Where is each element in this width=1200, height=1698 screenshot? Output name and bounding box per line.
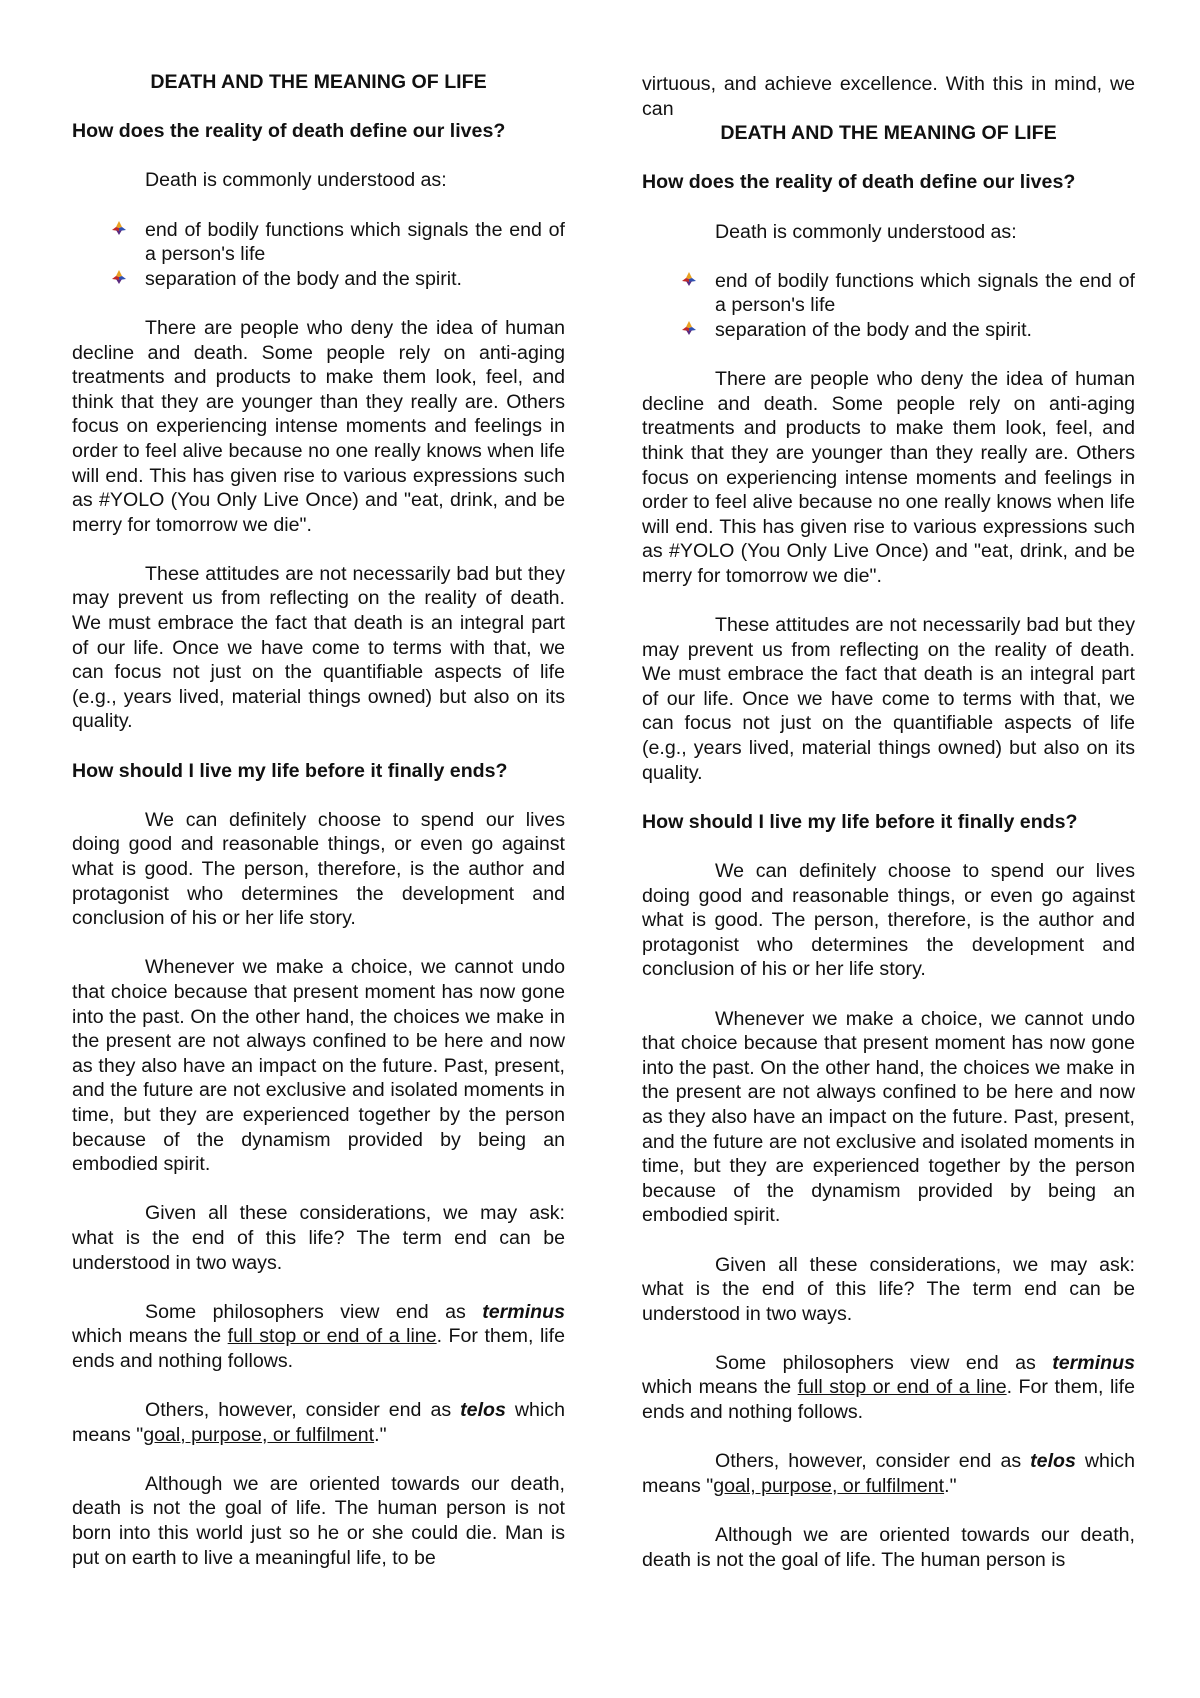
- list-item-text: end of bodily functions which signals the end of a person's life: [145, 218, 565, 266]
- text-run: which means ": [642, 1450, 1135, 1497]
- text-run: . For them, life ends and nothing follows.: [72, 1325, 565, 1372]
- text-run: .": [944, 1474, 957, 1497]
- section-question-death: How does the reality of death define our lives?: [642, 171, 1076, 194]
- term-telos: telos: [1030, 1450, 1076, 1473]
- list-item-text: separation of the body and the spirit.: [715, 318, 1032, 341]
- section-question-live: How should I live my life before it finally ends?: [72, 759, 508, 782]
- paragraph-oriented: Although we are oriented towards our death, death is not the goal of life. The human person is: [642, 1524, 1135, 1571]
- text-run: which means the: [642, 1376, 798, 1399]
- document-title: DEATH AND THE MEANING OF LIFE: [150, 71, 487, 93]
- underlined-phrase: full stop or end of a line: [797, 1376, 1007, 1399]
- list-item: [72, 267, 565, 292]
- text-run: Some philosophers view end as: [715, 1351, 1053, 1374]
- term-terminus: terminus: [482, 1300, 565, 1323]
- text-run: Some philosophers view end as: [145, 1300, 483, 1323]
- diamond-arrow-bullet-icon: [680, 321, 698, 335]
- text-run: Others, however, consider end as: [715, 1450, 1031, 1473]
- diamond-arrow-bullet-icon: [680, 272, 698, 286]
- paragraph-choose: We can definitely choose to spend our lives doing good and reasonable things, or even go against what is good. The person, therefore, is the author and protagonist who determines the development and conclusion of his or her life story.: [72, 808, 565, 930]
- paragraph-telos: [72, 1398, 565, 1447]
- list-item: [72, 218, 565, 267]
- paragraph-deny-death: There are people who deny the idea of human decline and death. Some people rely on anti-aging treatments and products to make them look, feel, and think that they are younger than they really are. Others focus on experiencing intense moments and feelings in order to feel alive because no one really knows when life will end. This has given rise to various expressions such as #YOLO (You Only Live Once) and "eat, drink, and be merry for tomorrow we die".: [72, 316, 565, 536]
- paragraph-terminus: [642, 1351, 1135, 1425]
- list-item-text: separation of the body and the spirit.: [145, 267, 462, 290]
- list-item: [642, 318, 1135, 343]
- section-question-live: How should I live my life before it finally ends?: [642, 810, 1078, 833]
- text-run: Others, however, consider end as: [145, 1399, 461, 1422]
- list-item: [642, 269, 1135, 318]
- left-column: [72, 70, 565, 1595]
- term-terminus: terminus: [1052, 1351, 1135, 1374]
- underlined-phrase: goal, purpose, or fulfilment: [143, 1423, 375, 1446]
- paragraph-telos: [642, 1449, 1135, 1498]
- paragraph-oriented: Although we are oriented towards our death, death is not the goal of life. The human person is not born into this world just so he or she could die. Man is put on earth to live a meaningful life, to be: [72, 1472, 565, 1569]
- text-run: which means ": [72, 1399, 565, 1446]
- text-run: . For them, life ends and nothing follows.: [642, 1376, 1135, 1424]
- paragraph-considerations: Given all these considerations, we may ask: what is the end of this life? The term end can be understood in two ways.: [642, 1253, 1135, 1325]
- intro-paragraph: Death is commonly understood as:: [715, 220, 1017, 243]
- diamond-arrow-bullet-icon: [110, 270, 128, 284]
- death-definition-list: [72, 218, 565, 292]
- diamond-arrow-bullet-icon: [110, 221, 128, 235]
- term-telos: telos: [460, 1399, 506, 1422]
- underlined-phrase: full stop or end of a line: [227, 1325, 437, 1348]
- text-run: which means the: [72, 1325, 228, 1348]
- continuation-paragraph: virtuous, and achieve excellence. With this in mind, we can: [642, 73, 1135, 120]
- section-question-death: How does the reality of death define our lives?: [72, 120, 506, 143]
- paragraph-choose: We can definitely choose to spend our lives doing good and reasonable things, or even go against what is good. The person, therefore, is the author and protagonist who determines the development and conclusion of his or her life story.: [642, 860, 1135, 981]
- document-title: DEATH AND THE MEANING OF LIFE: [720, 122, 1057, 145]
- death-definition-list: [642, 269, 1135, 343]
- paragraph-attitudes: These attitudes are not necessarily bad but they may prevent us from reflecting on the reality of death. We must embrace the fact that death is an integral part of our life. Once we have come to terms with that, we can focus not just on the quantifiable aspects of life (e.g., years lived, material things owned) but also on its quality.: [72, 562, 565, 733]
- paragraph-choice: Whenever we make a choice, we cannot undo that choice because that present moment has now gone into the past. On the other hand, the choices we make in the present are not always confined to be here and now as they also have an impact on the future. Past, present, and the future are not exclusive and isolated moments in time, but they are experienced together by the person because of the dynamism provided by being an embodied spirit.: [642, 1007, 1135, 1227]
- text-run: .": [374, 1423, 387, 1446]
- intro-paragraph: Death is commonly understood as:: [145, 169, 447, 192]
- paragraph-choice: Whenever we make a choice, we cannot undo that choice because that present moment has now gone into the past. On the other hand, the choices we make in the present are not always confined to be here and now as they also have an impact on the future. Past, present, and the future are not exclusive and isolated moments in time, but they are experienced together by the person because of the dynamism provided by being an embodied spirit.: [72, 956, 565, 1176]
- paragraph-deny-death: There are people who deny the idea of human decline and death. Some people rely on anti-aging treatments and products to make them look, feel, and think that they are younger than they really are. Others focus on experiencing intense moments and feelings in order to feel alive because no one really knows when life will end. This has given rise to various expressions such as #YOLO (You Only Live Once) and "eat, drink, and be merry for tomorrow we die".: [642, 368, 1135, 587]
- list-item-text: end of bodily functions which signals the end of a person's life: [715, 269, 1135, 317]
- paragraph-terminus: [72, 1300, 565, 1374]
- paragraph-considerations: Given all these considerations, we may ask: what is the end of this life? The term end can be understood in two ways.: [72, 1202, 565, 1274]
- paragraph-attitudes: These attitudes are not necessarily bad but they may prevent us from reflecting on the reality of death. We must embrace the fact that death is an integral part of our life. Once we have come to terms with that, we can focus not just on the quantifiable aspects of life (e.g., years lived, material things owned) but also on its quality.: [642, 614, 1135, 784]
- right-column: [642, 72, 1135, 1597]
- underlined-phrase: goal, purpose, or fulfilment: [713, 1474, 945, 1497]
